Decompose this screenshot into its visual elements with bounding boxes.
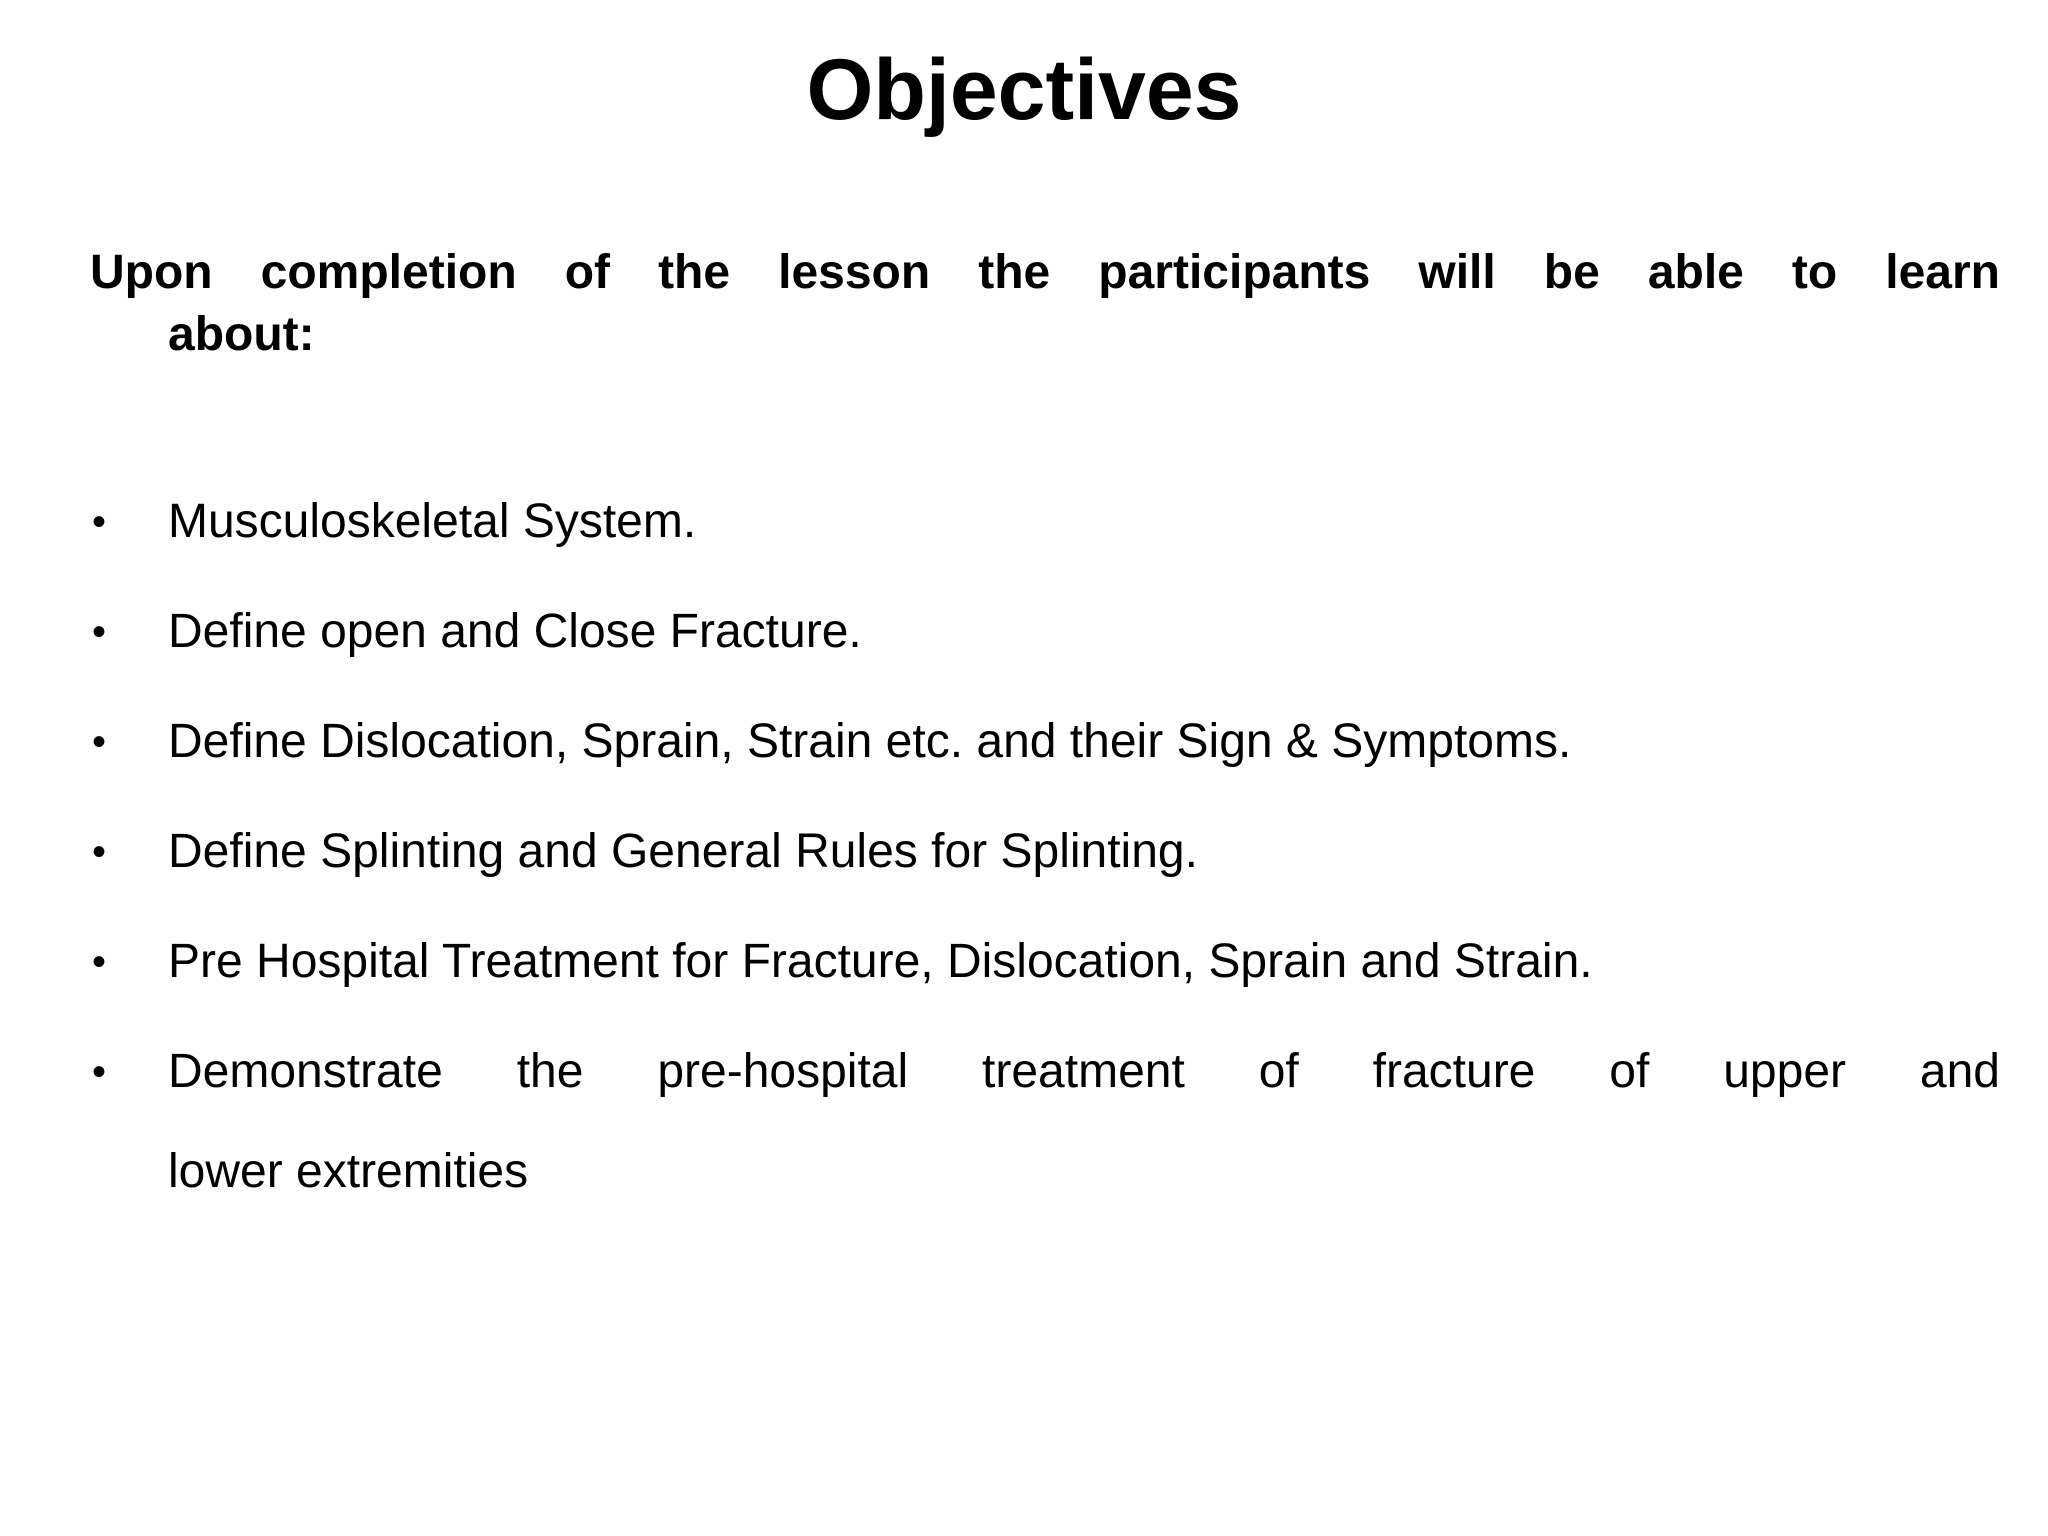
list-item-text-line-1: Demonstrate the pre-hospital treatment of fracture of upper and (168, 1045, 2000, 1098)
list-item (90, 912, 2000, 1012)
list-item (90, 692, 2000, 792)
intro-line-2: about: (168, 308, 315, 361)
list-item-text: Define Splinting and General Rules for Splinting. (168, 825, 1198, 878)
bullet-icon: • (92, 940, 107, 984)
list-item (90, 582, 2000, 682)
list-item-text: Pre Hospital Treatment for Fracture, Dislocation, Sprain and Strain. (168, 935, 1593, 988)
list-item-text: Musculoskeletal System. (168, 495, 697, 548)
bullet-icon: • (92, 1050, 107, 1094)
bullet-icon: • (92, 720, 107, 764)
bullet-icon: • (92, 610, 107, 654)
list-item (90, 472, 2000, 572)
list-item-text-line-2: lower extremities (168, 1145, 529, 1198)
intro-line-1: Upon completion of the lesson the participants will be able to learn (90, 246, 2000, 299)
list-item-text: Define Dislocation, Sprain, Strain etc. and their Sign & Symptoms. (168, 715, 1572, 768)
list-item-text: Define open and Close Fracture. (168, 605, 862, 658)
list-item (90, 1022, 2000, 1222)
list-item (90, 802, 2000, 902)
objectives-list (90, 472, 2000, 1232)
bullet-icon: • (92, 500, 107, 544)
slide-title: Objectives (806, 42, 1242, 138)
list-item-text (168, 1022, 2000, 1222)
bullet-icon: • (92, 830, 107, 874)
intro-paragraph (90, 242, 2000, 366)
